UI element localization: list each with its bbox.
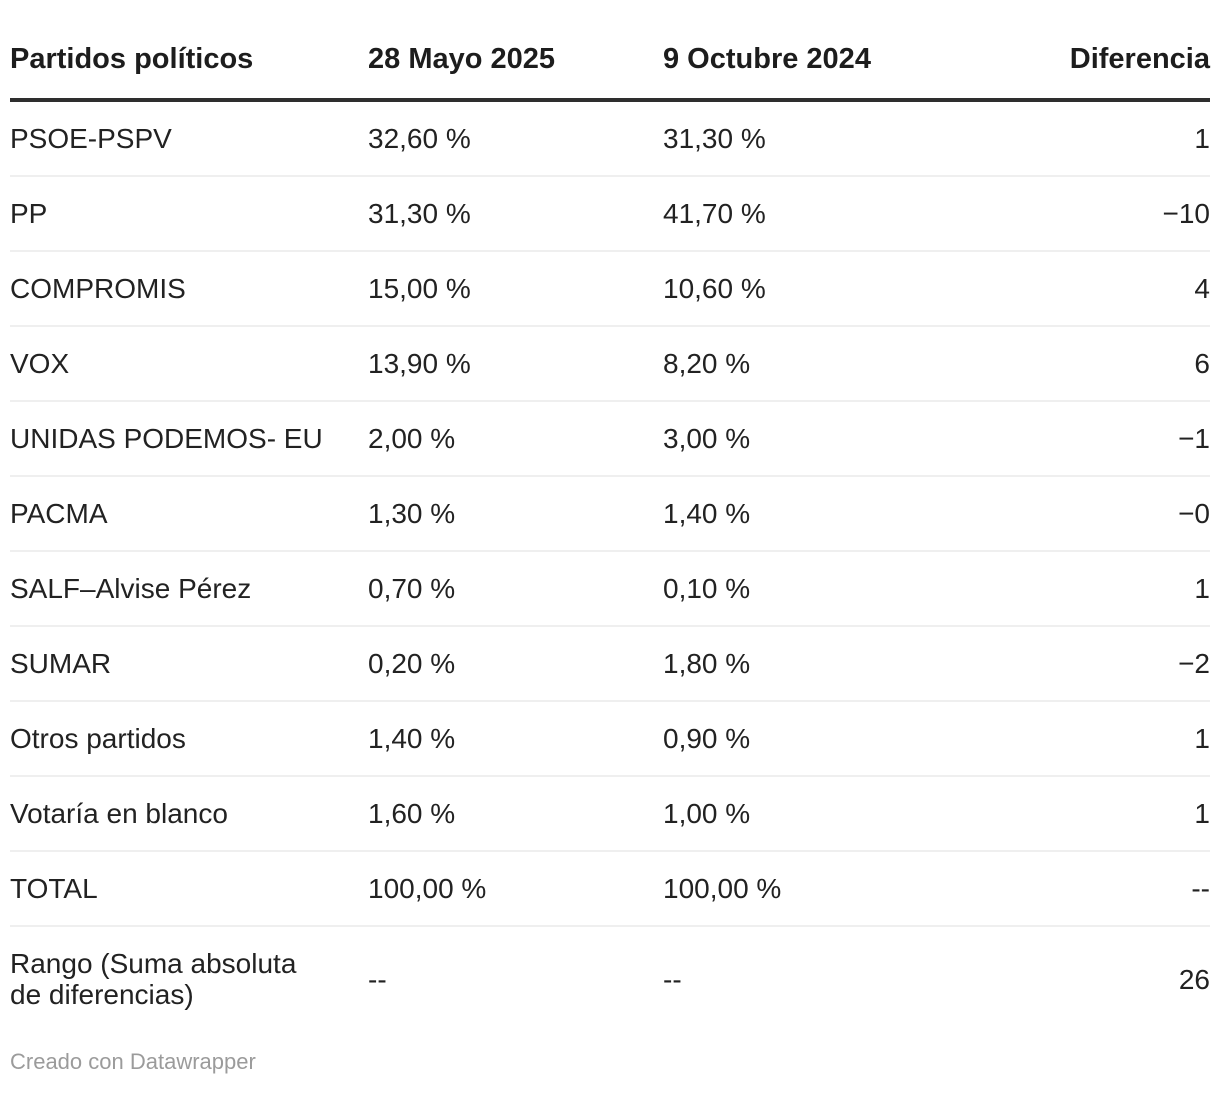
table-row <box>10 476 1210 551</box>
footer-credit-prefix: Creado con <box>10 1049 130 1074</box>
diferencia-cell: −2 <box>958 626 1210 701</box>
column-header-partidos-politicos: Partidos políticos <box>10 0 368 100</box>
value-28-mayo-2025-cell: 2,00 % <box>368 401 663 476</box>
diferencia-cell: 4 <box>958 251 1210 326</box>
party-name-cell: UNIDAS PODEMOS- EU <box>10 401 368 476</box>
diferencia-cell: −1 <box>958 401 1210 476</box>
column-header-9-octubre-2024: 9 Octubre 2024 <box>663 0 958 100</box>
diferencia-cell: 1 <box>958 776 1210 851</box>
datawrapper-credit-link[interactable]: Datawrapper <box>129 1049 256 1074</box>
party-name-cell: SALF–Alvise Pérez <box>10 551 368 626</box>
value-28-mayo-2025-cell: 1,30 % <box>368 476 663 551</box>
diferencia-cell: 1 <box>958 701 1210 776</box>
table-row <box>10 851 1210 926</box>
diferencia-cell: −10 <box>958 176 1210 251</box>
diferencia-cell: 26 <box>1178 963 1210 995</box>
table-row <box>10 551 1210 626</box>
party-name-cell: Rango (Suma absoluta de diferencias) <box>10 948 297 1010</box>
table-row <box>10 776 1210 851</box>
table-row <box>10 100 1210 176</box>
party-name-cell: PP <box>10 176 368 251</box>
value-9-octubre-2024-cell: 1,00 % <box>663 776 958 851</box>
diferencia-cell: −0 <box>958 476 1210 551</box>
value-28-mayo-2025-cell: 32,60 % <box>368 100 663 176</box>
value-28-mayo-2025-cell: 13,90 % <box>368 326 663 401</box>
value-9-octubre-2024-cell: 1,80 % <box>663 626 958 701</box>
diferencia-cell: 1 <box>958 551 1210 626</box>
polling-comparison-table <box>10 0 1210 1031</box>
diferencia-cell: -- <box>958 851 1210 926</box>
party-name-cell: TOTAL <box>10 851 368 926</box>
diferencia-cell: 6 <box>958 326 1210 401</box>
party-name-cell: PSOE-PSPV <box>10 100 368 176</box>
table-row <box>10 926 1210 1031</box>
value-9-octubre-2024-cell: 100,00 % <box>663 851 958 926</box>
party-name-cell: PACMA <box>10 476 368 551</box>
value-9-octubre-2024-cell: 1,40 % <box>663 476 958 551</box>
value-28-mayo-2025-cell: 1,60 % <box>368 776 663 851</box>
party-name-cell: VOX <box>10 326 368 401</box>
table-header <box>10 0 1210 100</box>
column-header-diferencia: Diferencia <box>958 0 1210 100</box>
table-row <box>10 701 1210 776</box>
table-body <box>10 100 1210 1031</box>
table-row <box>10 251 1210 326</box>
diferencia-cell: 1 <box>958 100 1210 176</box>
footer-credit <box>10 1049 1210 1075</box>
party-name-cell: COMPROMIS <box>10 251 368 326</box>
table-row <box>10 401 1210 476</box>
value-28-mayo-2025-cell: -- <box>368 963 387 995</box>
header-row <box>10 0 1210 100</box>
party-name-cell: Otros partidos <box>10 701 368 776</box>
value-9-octubre-2024-cell: 31,30 % <box>663 100 958 176</box>
value-9-octubre-2024-cell: 3,00 % <box>663 401 958 476</box>
column-header-28-mayo-2025: 28 Mayo 2025 <box>368 0 663 100</box>
value-9-octubre-2024-cell: 41,70 % <box>663 176 958 251</box>
table-row <box>10 626 1210 701</box>
value-28-mayo-2025-cell: 31,30 % <box>368 176 663 251</box>
value-28-mayo-2025-cell: 1,40 % <box>368 701 663 776</box>
value-28-mayo-2025-cell: 0,70 % <box>368 551 663 626</box>
party-name-cell: SUMAR <box>10 626 368 701</box>
table-row <box>10 176 1210 251</box>
value-9-octubre-2024-cell: 8,20 % <box>663 326 958 401</box>
table-row <box>10 326 1210 401</box>
value-9-octubre-2024-cell: 10,60 % <box>663 251 958 326</box>
party-name-cell: Votaría en blanco <box>10 776 368 851</box>
value-28-mayo-2025-cell: 15,00 % <box>368 251 663 326</box>
value-28-mayo-2025-cell: 0,20 % <box>368 626 663 701</box>
value-28-mayo-2025-cell: 100,00 % <box>368 851 663 926</box>
value-9-octubre-2024-cell: -- <box>663 963 682 995</box>
value-9-octubre-2024-cell: 0,90 % <box>663 701 958 776</box>
value-9-octubre-2024-cell: 0,10 % <box>663 551 958 626</box>
